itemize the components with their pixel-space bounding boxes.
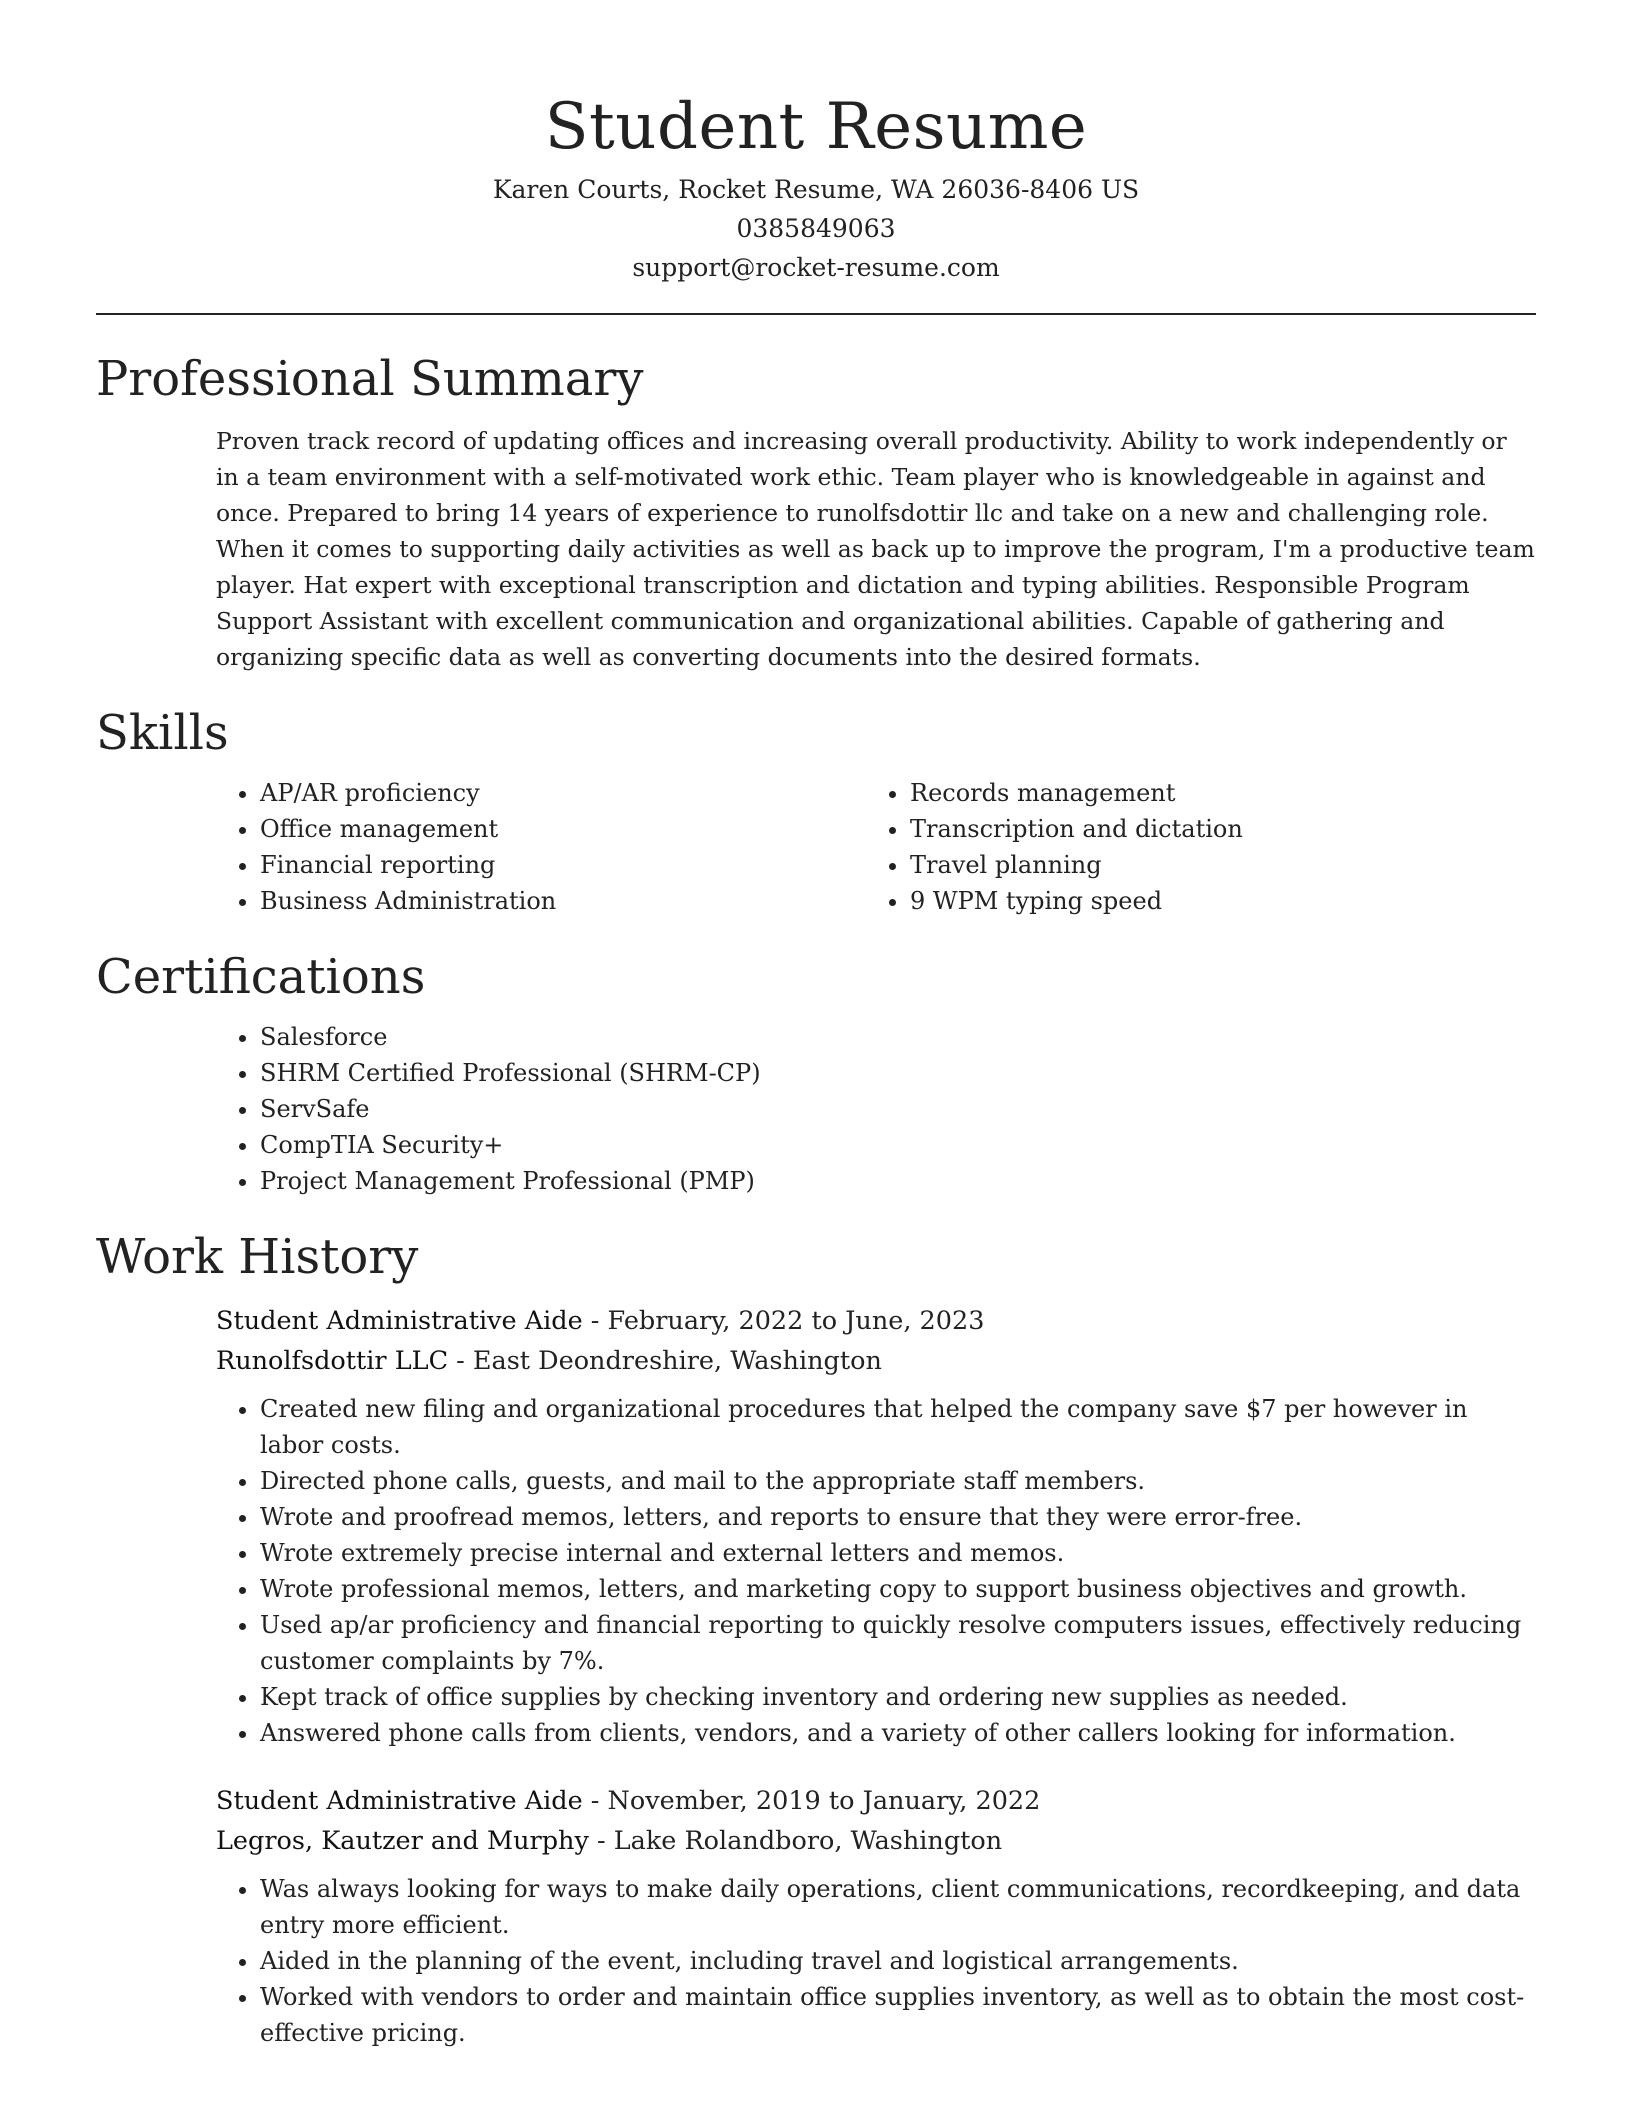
job-company: Runolfsdottir LLC (216, 1346, 449, 1376)
certification-item: • Project Management Professional (PMP) (260, 1163, 1536, 1199)
skills-grid (216, 775, 1536, 919)
job-bullet: • Kept track of office supplies by checking inventory and ordering new supplies as needed. (260, 1679, 1536, 1715)
job-bullet: • Used ap/ar proficiency and financial reporting to quickly resolve computers issues, effectively reducing customer complaints by 7%. (260, 1607, 1536, 1679)
resume-page (96, 0, 1536, 2051)
certification-item: • Salesforce (260, 1019, 1536, 1055)
resume-header (96, 0, 1536, 287)
job-location: - East Deondreshire, Washington (448, 1346, 882, 1376)
job-bullets (216, 1391, 1536, 1751)
section-title-certifications: Certifications (96, 949, 426, 1005)
job-dates: - November, 2019 to January, 2022 (582, 1786, 1041, 1816)
job-company-line (216, 1821, 1536, 1861)
job-bullet: • Was always looking for ways to make daily operations, client communications, recordkeeping, and data entry more efficient. (260, 1871, 1536, 1943)
job-entry (216, 1301, 1536, 1751)
skill-item: • 9 WPM typing speed (910, 883, 1516, 919)
certifications-list (216, 1019, 1536, 1199)
skill-item: • Business Administration (260, 883, 866, 919)
job-bullet: • Wrote professional memos, letters, and marketing copy to support business objectives and growth. (260, 1571, 1536, 1607)
skill-item: • Travel planning (910, 847, 1516, 883)
job-role-line (216, 1781, 1536, 1821)
certification-item: • ServSafe (260, 1091, 1536, 1127)
job-bullet: • Aided in the planning of the event, including travel and logistical arrangements. (260, 1943, 1536, 1979)
skill-item: • Office management (260, 811, 866, 847)
contact-address: Karen Courts, Rocket Resume, WA 26036-8406 US (492, 175, 1140, 204)
skills-column-left (216, 775, 866, 919)
job-bullet: • Directed phone calls, guests, and mail to the appropriate staff members. (260, 1463, 1536, 1499)
job-bullet: • Worked with vendors to order and maintain office supplies inventory, as well as to obtain the most cost-effective pricing. (260, 1979, 1536, 2051)
skills-list-left (216, 775, 866, 919)
job-role: Student Administrative Aide (216, 1786, 583, 1816)
section-title-summary: Professional Summary (96, 351, 644, 407)
header-divider (96, 313, 1536, 315)
skill-item: • Financial reporting (260, 847, 866, 883)
job-company-line (216, 1341, 1536, 1381)
skills-list-right (866, 775, 1516, 919)
job-bullet: • Wrote and proofread memos, letters, and reports to ensure that they were error-free. (260, 1499, 1536, 1535)
certifications-block (216, 1019, 1536, 1199)
contact-phone: 0385849063 (736, 214, 896, 243)
job-role: Student Administrative Aide (216, 1306, 583, 1336)
job-bullets (216, 1871, 1536, 2051)
job-role-line (216, 1301, 1536, 1341)
job-bullet: • Wrote extremely precise internal and external letters and memos. (260, 1535, 1536, 1571)
skill-item: • Transcription and dictation (910, 811, 1516, 847)
section-title-skills: Skills (96, 705, 229, 761)
job-entry (216, 1781, 1536, 2051)
skills-column-right (866, 775, 1516, 919)
summary-text: Proven track record of updating offices and increasing overall productivity. Ability to work independently or in a team environment with a self-motivated work ethic. Team player who is knowledgeable in against and once. Prepared to bring 14 years of experience to runolfsdottir llc and take on a new and challenging role. When it comes to supporting daily activities as well as back up to improve the program, I'm a productive team player. Hat expert with exceptional transcription and dictation and typing abilities. Responsible Program Support Assistant with excellent communication and organizational abilities. Capable of gathering and organizing specific data as well as converting documents into the desired formats. (216, 427, 1535, 671)
skill-item: • AP/AR proficiency (260, 775, 866, 811)
section-title-work-history: Work History (96, 1229, 419, 1285)
certification-item: • SHRM Certified Professional (SHRM-CP) (260, 1055, 1536, 1091)
job-bullet: • Answered phone calls from clients, vendors, and a variety of other callers looking for information. (260, 1715, 1536, 1751)
skill-item: • Records management (910, 775, 1516, 811)
job-bullet: • Created new filing and organizational procedures that helped the company save $7 per however in labor costs. (260, 1391, 1536, 1463)
contact-email: support@rocket-resume.com (632, 253, 1000, 282)
job-dates: - February, 2022 to June, 2023 (582, 1306, 985, 1336)
certification-item: • CompTIA Security+ (260, 1127, 1536, 1163)
resume-title: Student Resume (544, 90, 1088, 164)
job-company: Legros, Kautzer and Murphy (216, 1826, 589, 1856)
job-location: - Lake Rolandboro, Washington (588, 1826, 1003, 1856)
